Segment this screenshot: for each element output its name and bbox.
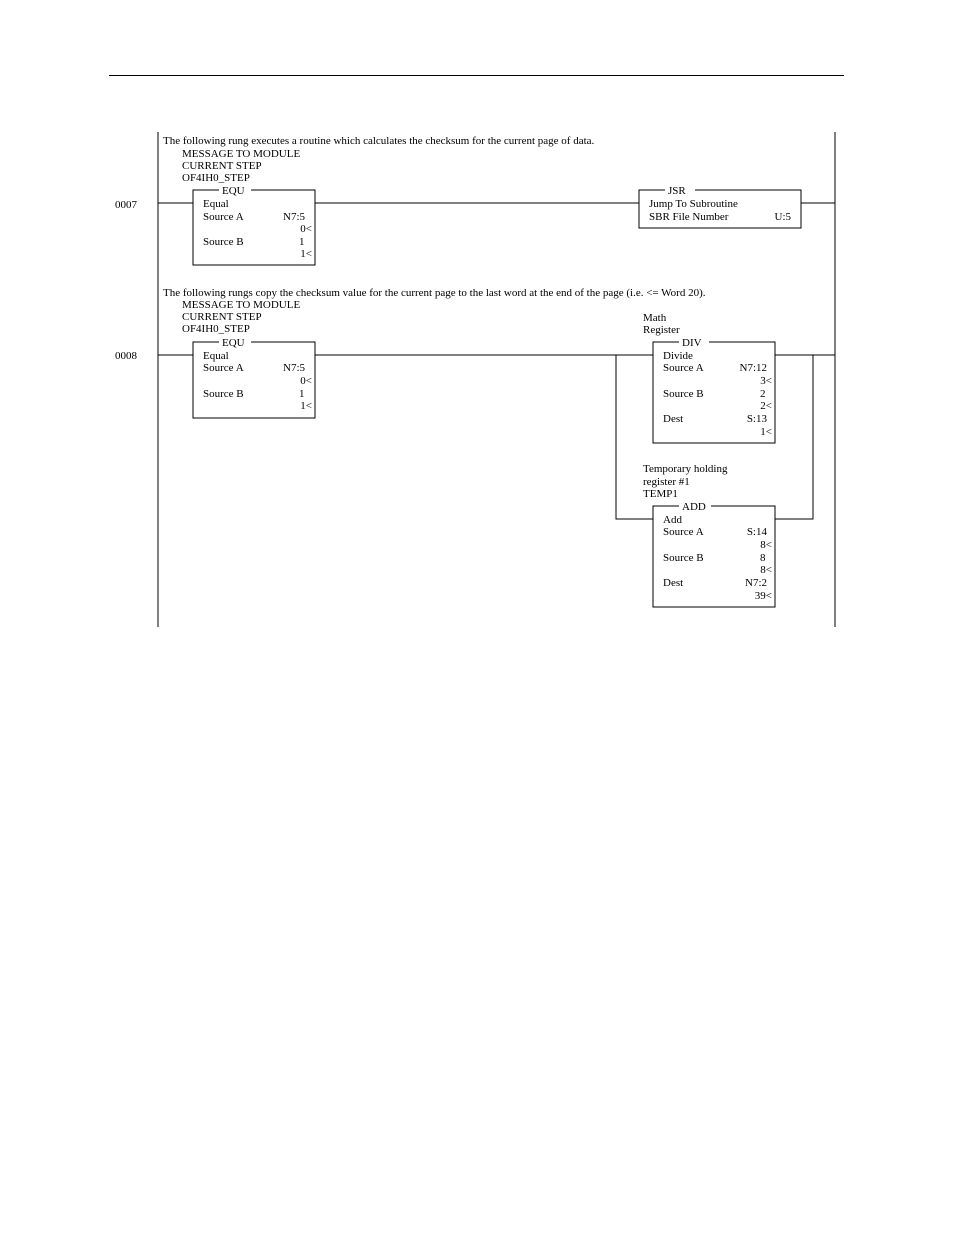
source-b-value: 8< (760, 564, 772, 576)
instruction-name: Equal (203, 198, 229, 210)
tag-description-line: OF4IH0_STEP (182, 323, 250, 335)
instruction-title: EQU (222, 185, 245, 197)
instruction-name: Equal (203, 350, 229, 362)
source-a-address: N7:12 (739, 362, 767, 374)
dest-label: Dest (663, 413, 684, 425)
source-a-label: Source A (663, 526, 704, 538)
rung-number: 0008 (115, 350, 137, 362)
source-b-label: Source B (203, 388, 244, 400)
rung-0008 (115, 287, 835, 607)
source-a-value: 0< (300, 223, 312, 235)
add-header-line: TEMP1 (643, 488, 678, 500)
source-a-value: 0< (300, 375, 312, 387)
sbr-file-value: U:5 (774, 211, 791, 223)
equ-instruction-block[interactable] (193, 184, 315, 265)
tag-description-line: MESSAGE TO MODULE (182, 148, 301, 160)
instruction-name: Add (663, 514, 682, 526)
source-a-value: 3< (760, 375, 772, 387)
div-header-line: Register (643, 324, 680, 336)
add-instruction-block[interactable] (653, 500, 775, 607)
source-b-label: Source B (663, 552, 704, 564)
tag-description-line: CURRENT STEP (182, 160, 262, 172)
equ-instruction-block[interactable] (193, 336, 315, 418)
dest-value: 39< (754, 590, 772, 602)
source-b-value: 1< (300, 248, 312, 260)
div-header-line: Math (643, 312, 667, 324)
instruction-title: EQU (222, 337, 245, 349)
rung-comment: The following rungs copy the checksum value for the current page to the last word at the end of the page (i.e. <= Word 20). (163, 287, 706, 299)
add-header-line: Temporary holding (643, 463, 728, 475)
instruction-name: Divide (663, 350, 693, 362)
source-a-label: Source A (203, 362, 244, 374)
source-a-address: S:14 (746, 526, 767, 538)
rung-number: 0007 (115, 199, 137, 211)
source-b-address: 1 (299, 236, 305, 248)
source-a-value: 8< (760, 539, 772, 551)
source-b-address: 2 (760, 388, 766, 400)
instruction-title: JSR (668, 185, 686, 197)
source-a-label: Source A (203, 211, 244, 223)
dest-label: Dest (663, 577, 684, 589)
tag-description-line: MESSAGE TO MODULE (182, 299, 301, 311)
dest-address: S:13 (746, 413, 767, 425)
instruction-title: DIV (682, 337, 702, 349)
instruction-title: ADD (682, 501, 706, 513)
sbr-file-label: SBR File Number (649, 211, 729, 223)
rung-comment: The following rung executes a routine which calculates the checksum for the current page of data. (163, 135, 595, 147)
source-b-value: 2< (760, 400, 772, 412)
source-b-address: 8 (760, 552, 766, 564)
source-b-label: Source B (663, 388, 704, 400)
source-a-address: N7:5 (283, 362, 305, 374)
source-b-value: 1< (300, 400, 312, 412)
source-b-address: 1 (299, 388, 305, 400)
jsr-instruction-block[interactable] (639, 184, 801, 228)
dest-value: 1< (760, 426, 772, 438)
instruction-name: Jump To Subroutine (649, 198, 738, 210)
source-a-address: N7:5 (283, 211, 305, 223)
add-header-line: register #1 (643, 476, 690, 488)
rung-0007 (115, 135, 835, 265)
dest-address: N7:2 (745, 577, 767, 589)
branch-wire (775, 355, 813, 519)
div-instruction-block[interactable] (653, 336, 775, 443)
source-a-label: Source A (663, 362, 704, 374)
tag-description-line: OF4IH0_STEP (182, 172, 250, 184)
source-b-label: Source B (203, 236, 244, 248)
tag-description-line: CURRENT STEP (182, 311, 262, 323)
